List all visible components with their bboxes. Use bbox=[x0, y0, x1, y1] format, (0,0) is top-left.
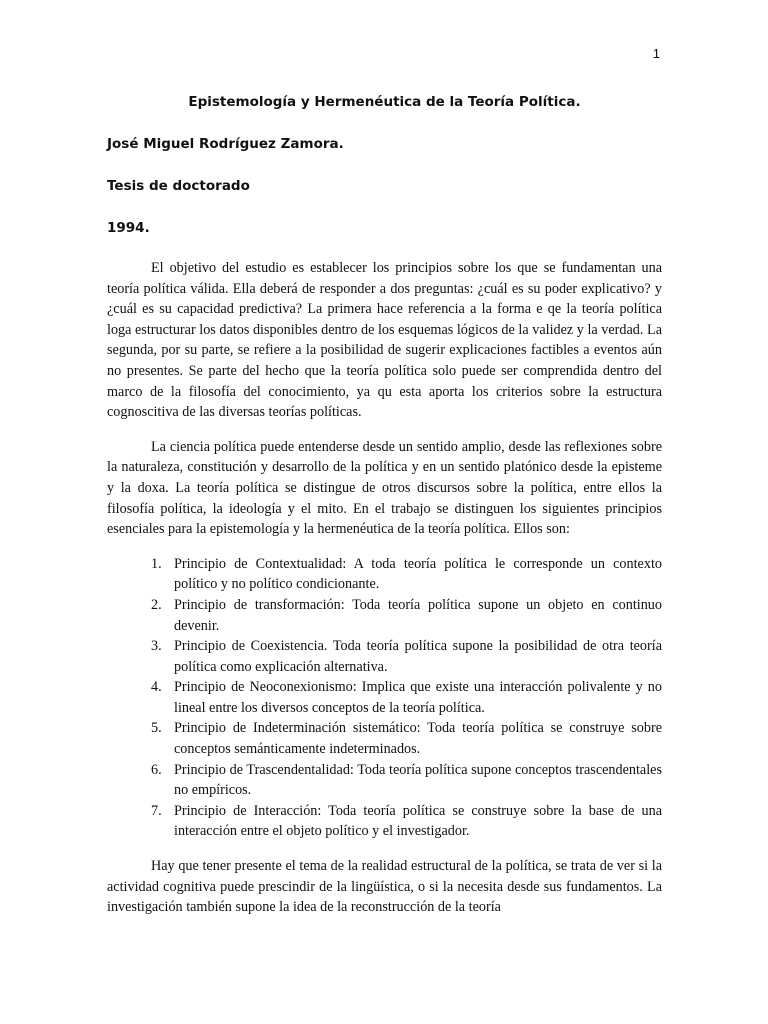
page-number: 1 bbox=[652, 46, 660, 61]
list-item-text: Principio de Trascendentalidad: Toda teoría política supone conceptos trascendentales no empíricos. bbox=[174, 761, 662, 799]
list-item-text: Principio de Interacción: Toda teoría política se construye sobre la base de una interacción entre el objeto político y el investigador. bbox=[174, 802, 662, 840]
list-item-text: Principio de Coexistencia. Toda teoría política supone la posibilidad de otra teoría política como explicación alternativa. bbox=[174, 638, 662, 675]
list-item bbox=[107, 636, 662, 677]
list-item-number: 5. bbox=[151, 720, 162, 737]
list-item bbox=[107, 718, 662, 759]
paragraph-objective: El objetivo del estudio es establecer los principios sobre los que se fundamentan una teoría política válida. Ella deberá de responder a dos preguntas: ¿cuál es su poder explicativo? y ¿cuál es su capacidad predictiva? La primera hace referencia a la forma e qe la teoría política loga estructurar los datos disponibles dentro de los esquemas lógicos de la validez y la verdad. La segunda, por su parte, se refiere a la posibilidad de sugerir explicaciones factibles a eventos aún no presentes. Se parte del hecho que la teoría política solo puede ser comprendida dentro del marco de la filosofía del conocimiento, ya qu esta aporta los criterios sobre la estructura cognoscitiva de las diversas teorías políticas. bbox=[107, 260, 662, 421]
list-item-number: 1. bbox=[151, 555, 162, 572]
principles-list bbox=[107, 554, 662, 842]
list-item bbox=[107, 760, 662, 801]
list-item-number: 6. bbox=[151, 761, 162, 778]
author-name: José Miguel Rodríguez Zamora. bbox=[107, 136, 344, 152]
list-item bbox=[107, 677, 662, 718]
list-item-number: 2. bbox=[151, 596, 162, 613]
list-item-number: 3. bbox=[151, 638, 162, 655]
paragraph-structural-reality: Hay que tener presente el tema de la realidad estructural de la política, se trata de ver si la actividad cognitiva puede prescindir de la lingüística, o si la necesita desde sus fundamentos. La investigación también supone la idea de la reconstrucción de la teoría bbox=[107, 858, 662, 916]
list-item bbox=[107, 801, 662, 842]
list-item-text: Principio de transformación: Toda teoría política supone un objeto en continuo devenir. bbox=[174, 596, 662, 634]
document-title: Epistemología y Hermenéutica de la Teoría Política. bbox=[188, 94, 581, 110]
list-item-text: Principio de Indeterminación sistemático: Toda teoría política se construye sobre conceptos semánticamente indeterminados. bbox=[174, 720, 662, 758]
list-item-text: Principio de Contextualidad: A toda teoría política le corresponde un contexto político y no político condicionante. bbox=[174, 555, 662, 593]
list-item-number: 7. bbox=[151, 802, 162, 819]
list-item-number: 4. bbox=[151, 679, 162, 696]
document-body bbox=[107, 92, 662, 932]
list-item bbox=[107, 554, 662, 595]
paragraph-political-science: La ciencia política puede entenderse desde un sentido amplio, desde las reflexiones sobre la naturaleza, constitución y desarrollo de la política y en un sentido platónico desde la episteme y la doxa. La teoría política se distingue de otros discursos sobre la política, entre ellos la filosofía política, la ideología y el mito. En el trabajo se distinguen los siguientes principios esenciales para la epistemología y la hermenéutica de la teoría política. Ellos son: bbox=[107, 438, 662, 538]
document-type: Tesis de doctorado bbox=[107, 178, 250, 194]
list-item bbox=[107, 595, 662, 636]
list-item-text: Principio de Neoconexionismo: Implica que existe una interacción polivalente y no lineal entre los diversos conceptos de la teoría política. bbox=[174, 679, 662, 716]
document-year: 1994. bbox=[107, 220, 150, 236]
